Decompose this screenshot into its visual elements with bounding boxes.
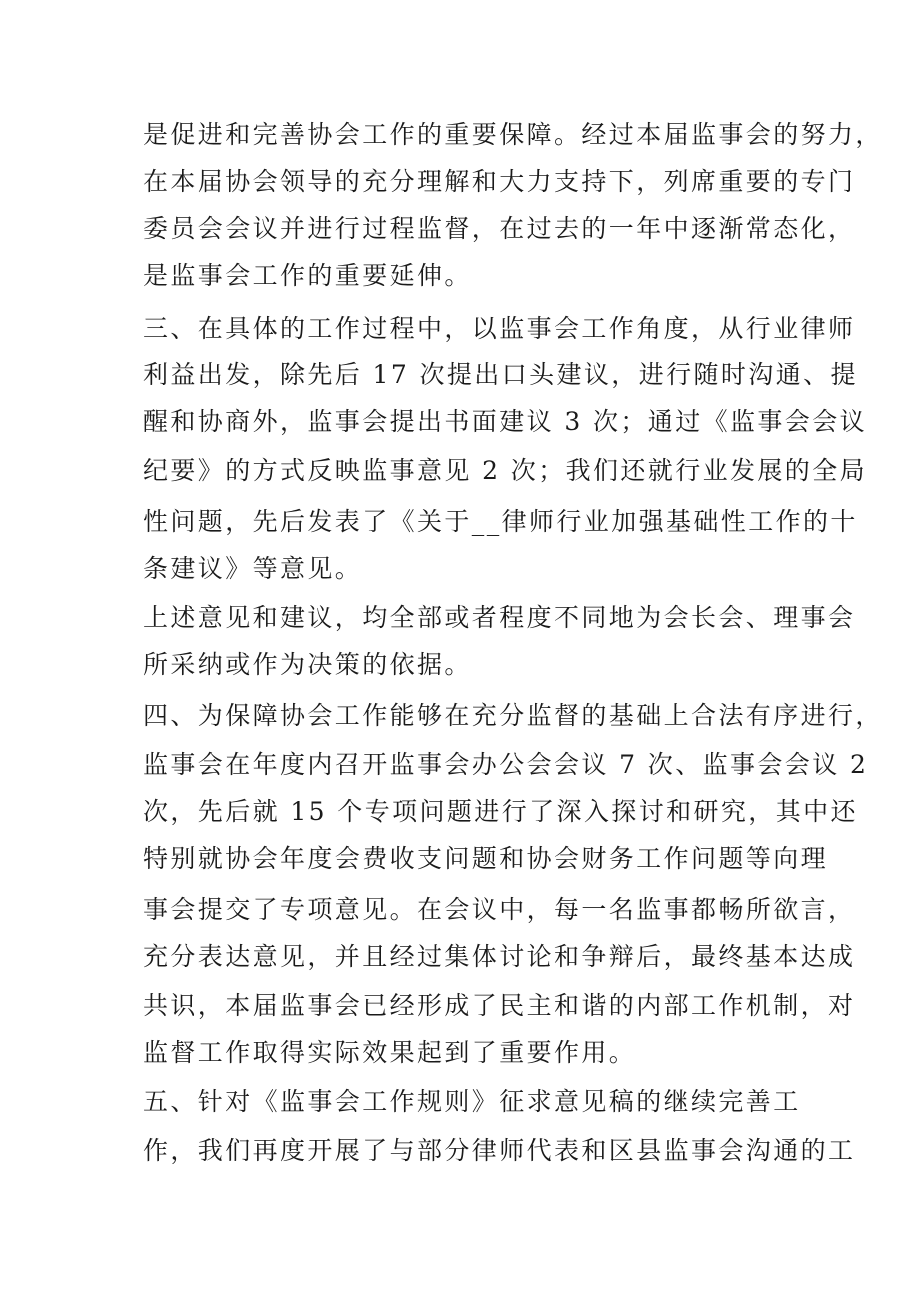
text-line: 特别就协会年度会费收支问题和协会财务工作问题等向理 [143,844,829,873]
text-line: 纪要》的方式反映监事意见 2 次；我们还就行业发展的全局 [143,456,868,485]
text-line: 三、在具体的工作过程中，以监事会工作角度，从行业律师 [143,314,856,343]
text-line: 醒和协商外，监事会提出书面建议 3 次；通过《监事会会议 [143,407,868,436]
text-line: 是促进和完善协会工作的重要保障。经过本届监事会的努力， [143,120,883,149]
text-line: 上述意见和建议，均全部或者程度不同地为会长会、理事会 [143,603,856,632]
text-line: 是监事会工作的重要延伸。 [143,261,472,290]
text-line: 四、为保障协会工作能够在充分监督的基础上合法有序进行， [143,701,883,730]
text-line: 监督工作取得实际效果起到了重要作用。 [143,1038,637,1067]
text-line: 所采纳或作为决策的依据。 [143,650,472,679]
text-line: 性问题，先后发表了《关于__律师行业加强基础性工作的十 [143,507,858,536]
text-line: 充分表达意见，并且经过集体讨论和争辩后，最终基本达成 [143,942,856,971]
text-line: 委员会会议并进行过程监督，在过去的一年中逐渐常态化， [143,214,856,243]
text-line: 监事会在年度内召开监事会办公会会议 7 次、监事会会议 2 [143,750,869,779]
text-line: 在本届协会领导的充分理解和大力支持下，列席重要的专门 [143,167,856,196]
text-line: 次，先后就 15 个专项问题进行了深入探讨和研究，其中还 [143,797,858,826]
text-line: 五、针对《监事会工作规则》征求意见稿的继续完善工 [143,1087,801,1116]
text-line: 共识，本届监事会已经形成了民主和谐的内部工作机制，对 [143,991,856,1020]
text-line: 作，我们再度开展了与部分律师代表和区县监事会沟通的工 [143,1136,856,1165]
text-line: 利益出发，除先后 17 次提出口头建议，进行随时沟通、提 [143,360,858,389]
text-line: 条建议》等意见。 [143,554,363,583]
text-line: 事会提交了专项意见。在会议中，每一名监事都畅所欲言， [143,895,856,924]
